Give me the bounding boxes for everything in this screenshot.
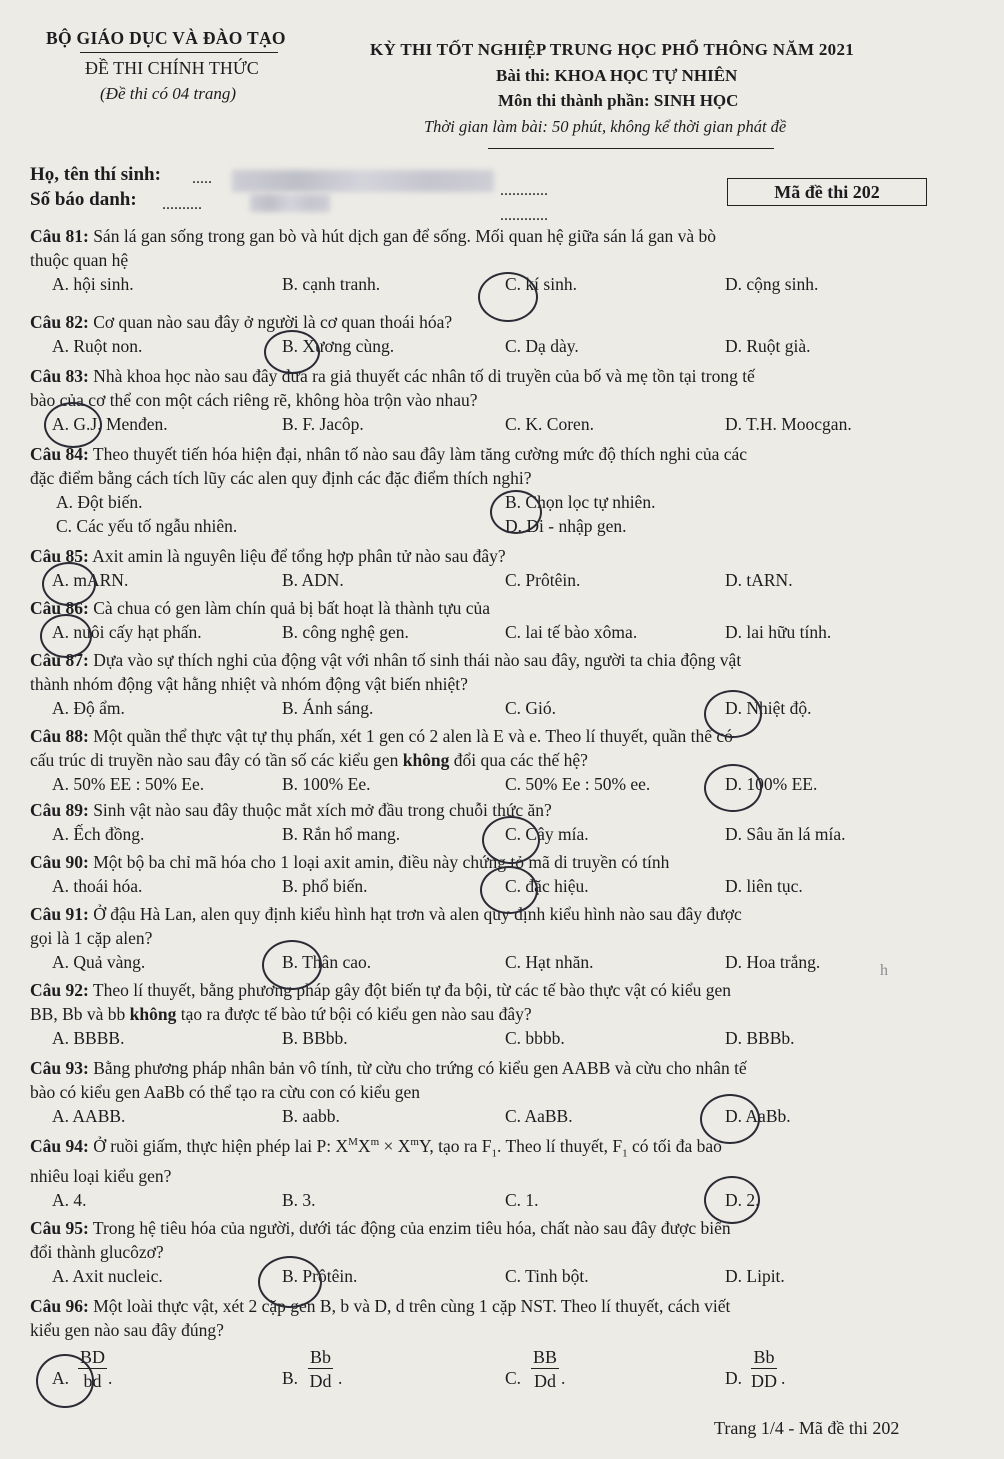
question-95-option-c: C. Tinh bột. bbox=[505, 1266, 589, 1286]
question-88-option-d: D. 100% EE. bbox=[725, 774, 818, 794]
genotype-numerator: BD bbox=[80, 1347, 106, 1367]
question-91-line-1 bbox=[30, 904, 742, 925]
question-83-label: Câu 83: bbox=[30, 366, 89, 386]
question-92-text-2b: tạo ra được tế bào tứ bội có kiểu gen nào sau đây? bbox=[176, 1004, 532, 1024]
question-95-text-1: Trong hệ tiêu hóa của người, dưới tác động của enzim tiêu hóa, chất nào sau đây được biến bbox=[92, 1218, 731, 1238]
question-94-option-b: B. 3. bbox=[282, 1190, 316, 1210]
question-94-option-c: C. 1. bbox=[505, 1190, 539, 1210]
question-87-option-c: C. Gió. bbox=[505, 698, 557, 718]
answer-mark-91 bbox=[262, 940, 322, 990]
question-96-option-c-genotype bbox=[531, 1346, 559, 1393]
question-90-option-a: A. thoái hóa. bbox=[52, 876, 143, 896]
question-94-text-b: X bbox=[357, 1136, 371, 1156]
candidate-name-label: Họ, tên thí sinh: bbox=[30, 164, 161, 185]
question-91-option-d: D. Hoa trắng. bbox=[725, 952, 821, 972]
question-87-option-b: B. Ánh sáng. bbox=[282, 698, 374, 718]
official-label: ĐỀ THI CHÍNH THỨC bbox=[85, 58, 259, 78]
question-93-option-c: C. AaBB. bbox=[505, 1106, 573, 1126]
question-84-option-c: C. Các yếu tố ngẫu nhiên. bbox=[56, 516, 238, 536]
question-95-option-a: A. Axit nucleic. bbox=[52, 1266, 163, 1286]
answer-mark-81 bbox=[478, 272, 538, 322]
question-90-option-d: D. liên tục. bbox=[725, 876, 803, 896]
question-84-label: Câu 84: bbox=[30, 444, 89, 464]
question-89-option-a: A. Ếch đồng. bbox=[52, 824, 145, 844]
question-85-option-a: A. mARN. bbox=[52, 570, 129, 590]
answer-mark-93 bbox=[700, 1094, 760, 1144]
question-92-option-d: D. BBBb. bbox=[725, 1028, 795, 1048]
question-81-option-d: D. cộng sinh. bbox=[725, 274, 819, 294]
question-96-option-b-genotype bbox=[308, 1346, 333, 1393]
question-94-sup2: m bbox=[370, 1136, 380, 1149]
question-89-option-d: D. Sâu ăn lá mía. bbox=[725, 824, 846, 844]
genotype-period: . bbox=[781, 1368, 786, 1388]
question-90-option-c: C. đặc hiệu. bbox=[505, 876, 589, 896]
question-86-option-c: C. lai tế bào xôma. bbox=[505, 622, 638, 642]
question-82-option-a: A. Ruột non. bbox=[52, 336, 143, 356]
question-91-option-a: A. Quả vàng. bbox=[52, 952, 146, 972]
question-96-option-c-letter: C. bbox=[505, 1368, 522, 1388]
question-95-line-2: đổi thành glucôzơ? bbox=[30, 1242, 164, 1262]
question-94-text-d: Y, tạo ra F bbox=[418, 1136, 492, 1156]
question-82-option-b: B. Xương cùng. bbox=[282, 336, 395, 356]
dots-right-1: ............ bbox=[500, 182, 548, 199]
question-94-line-1 bbox=[30, 1136, 722, 1160]
question-89-label: Câu 89: bbox=[30, 800, 89, 820]
question-92-text-1: Theo lí thuyết, bằng phương pháp gây đột biến tự đa bội, từ các tế bào thực vật có kiểu gen bbox=[92, 980, 732, 1000]
question-94-line-2: nhiêu loại kiểu gen? bbox=[30, 1166, 172, 1186]
question-87-label: Câu 87: bbox=[30, 650, 89, 670]
question-85-option-b: B. ADN. bbox=[282, 570, 344, 590]
answer-mark-94 bbox=[704, 1176, 760, 1224]
question-94-option-a: A. 4. bbox=[52, 1190, 87, 1210]
question-84-line-2: đặc điểm bằng cách tích lũy các alen quy định các đặc điểm thích nghi? bbox=[30, 468, 532, 488]
header-underline bbox=[488, 148, 774, 149]
question-86-option-a: A. nuôi cấy hạt phấn. bbox=[52, 622, 202, 642]
answer-mark-86 bbox=[40, 614, 92, 658]
ministry-underline bbox=[80, 52, 278, 53]
answer-mark-88 bbox=[704, 764, 762, 812]
candidate-name-dots: ..... bbox=[192, 170, 212, 187]
question-88-text-2b: đổi qua các thế hệ? bbox=[449, 750, 588, 770]
question-81-line-1 bbox=[30, 226, 716, 247]
candidate-id-label: Số báo danh: bbox=[30, 189, 137, 210]
exam-code-box: Mã đề thi 202 bbox=[727, 178, 927, 206]
question-83-option-d: D. T.H. Moocgan. bbox=[725, 414, 852, 434]
question-83-option-a: A. G.J. Menđen. bbox=[52, 414, 168, 434]
question-83-line-2: bào của cơ thể con một cách riêng rẽ, không hòa trộn vào nhau? bbox=[30, 390, 478, 410]
question-95-option-d: D. Lipit. bbox=[725, 1266, 785, 1286]
question-83-line-1 bbox=[30, 366, 755, 387]
question-94-text-e: . Theo lí thuyết, F bbox=[497, 1136, 623, 1156]
answer-mark-85 bbox=[42, 562, 96, 606]
question-96-line-2: kiểu gen nào sau đây đúng? bbox=[30, 1320, 224, 1340]
question-90-option-b: B. phổ biến. bbox=[282, 876, 368, 896]
genotype-numerator: BB bbox=[533, 1347, 558, 1367]
answer-mark-96 bbox=[36, 1354, 94, 1408]
question-82-text-1: Cơ quan nào sau đây ở người là cơ quan thoái hóa? bbox=[93, 312, 453, 332]
question-82-option-d: D. Ruột già. bbox=[725, 336, 811, 356]
genotype-numerator: Bb bbox=[310, 1347, 332, 1367]
answer-mark-83 bbox=[44, 402, 102, 448]
question-91-option-c: C. Hạt nhăn. bbox=[505, 952, 594, 972]
question-83-option-c: C. K. Coren. bbox=[505, 414, 594, 434]
question-94-label: Câu 94: bbox=[30, 1136, 89, 1156]
question-96-text-1: Một loài thực vật, xét 2 cặp gen B, b và D, d trên cùng 1 cặp NST. Theo lí thuyết, cách viết bbox=[93, 1296, 731, 1316]
answer-mark-87 bbox=[704, 690, 762, 738]
question-88-option-a: A. 50% EE : 50% Ee. bbox=[52, 774, 205, 794]
question-84-line-1 bbox=[30, 444, 747, 465]
question-81-label: Câu 81: bbox=[30, 226, 89, 246]
question-84-option-b: B. Chọn lọc tự nhiên. bbox=[505, 492, 656, 512]
question-94-option-d: D. 2. bbox=[725, 1190, 760, 1210]
answer-mark-95 bbox=[258, 1256, 322, 1308]
question-82-label: Câu 82: bbox=[30, 312, 89, 332]
question-89-option-b: B. Rắn hổ mang. bbox=[282, 824, 401, 844]
question-96-option-b-letter: B. bbox=[282, 1368, 299, 1388]
question-85-line-1 bbox=[30, 546, 506, 567]
question-89-text-1: Sinh vật nào sau đây thuộc mắt xích mở đầu trong chuỗi thức ăn? bbox=[93, 800, 552, 820]
genotype-period: . bbox=[561, 1368, 566, 1388]
question-92-negation: không bbox=[129, 1004, 177, 1024]
question-91-label: Câu 91: bbox=[30, 904, 89, 924]
question-86-label: Câu 86: bbox=[30, 598, 89, 618]
candidate-id-dots: .......... bbox=[162, 196, 202, 213]
genotype-denominator: Dd bbox=[534, 1371, 556, 1391]
pages-note: (Đề thi có 04 trang) bbox=[100, 84, 236, 103]
question-91-line-2: gọi là 1 cặp alen? bbox=[30, 928, 153, 948]
exam-name: Bài thi: KHOA HỌC TỰ NHIÊN bbox=[496, 66, 738, 85]
question-85-label: Câu 85: bbox=[30, 546, 89, 566]
question-81-option-b: B. cạnh tranh. bbox=[282, 274, 381, 294]
redacted-id bbox=[250, 194, 330, 212]
question-88-text-2a: cấu trúc di truyền nào sau đây có tần số các kiểu gen bbox=[30, 750, 403, 770]
question-81-option-c: C. kí sinh. bbox=[505, 274, 577, 294]
question-86-option-b: B. công nghệ gen. bbox=[282, 622, 409, 642]
genotype-denominator: Dd bbox=[309, 1371, 332, 1391]
question-95-option-b: B. Prôtêin. bbox=[282, 1266, 358, 1286]
genotype-period: . bbox=[108, 1368, 113, 1388]
question-81-text-1: Sán lá gan sống trong gan bò và hút dịch gan để sống. Mối quan hệ giữa sán lá gan và bò bbox=[93, 226, 717, 246]
question-92-option-c: C. bbbb. bbox=[505, 1028, 565, 1048]
question-93-line-2: bào có kiểu gen AaBb có thể tạo ra cừu con có kiểu gen bbox=[30, 1082, 420, 1102]
question-86-line-1 bbox=[30, 598, 490, 619]
question-86-text-1: Cà chua có gen làm chín quả bị bất hoạt là thành tựu của bbox=[93, 598, 490, 618]
question-92-line-1 bbox=[30, 980, 731, 1001]
question-94-sub1: 1 bbox=[491, 1147, 498, 1160]
question-96-option-d-genotype bbox=[751, 1346, 777, 1393]
question-85-option-c: C. Prôtêin. bbox=[505, 570, 581, 590]
question-81-line-2: thuộc quan hệ bbox=[30, 250, 129, 270]
genotype-denominator: bd bbox=[83, 1371, 102, 1391]
question-92-line-2 bbox=[30, 1004, 532, 1025]
question-96-line-1 bbox=[30, 1296, 730, 1317]
answer-mark-82 bbox=[264, 330, 320, 374]
question-88-line-1 bbox=[30, 726, 733, 747]
question-93-option-a: A. AABB. bbox=[52, 1106, 126, 1126]
question-91-text-1: Ở đậu Hà Lan, alen quy định kiểu hình hạt trơn và alen quy định kiểu hình nào sau đây được bbox=[93, 904, 742, 924]
question-84-option-a: A. Đột biến. bbox=[56, 492, 143, 512]
time-note: Thời gian làm bài: 50 phút, không kể thời gian phát đề bbox=[424, 117, 787, 136]
question-87-option-a: A. Độ ẩm. bbox=[52, 698, 125, 718]
question-87-option-d: D. Nhiệt độ. bbox=[725, 698, 812, 718]
question-96-option-a-letter: A. bbox=[52, 1368, 70, 1388]
question-85-option-d: D. tARN. bbox=[725, 570, 793, 590]
answer-mark-89 bbox=[482, 816, 540, 864]
question-94-text-a: Ở ruồi giấm, thực hiện phép lai P: X bbox=[93, 1136, 349, 1156]
question-96-label: Câu 96: bbox=[30, 1296, 89, 1316]
genotype-denominator: DD bbox=[751, 1371, 777, 1391]
question-94-sup3: m bbox=[410, 1136, 419, 1149]
question-87-line-2: thành nhóm động vật hằng nhiệt và nhóm động vật biến nhiệt? bbox=[30, 674, 468, 694]
page-footer: Trang 1/4 - Mã đề thi 202 bbox=[714, 1418, 900, 1438]
question-90-label: Câu 90: bbox=[30, 852, 89, 872]
question-91-option-b: B. Thân cao. bbox=[282, 952, 372, 972]
stray-mark: h bbox=[880, 962, 888, 979]
question-94-text-c: × X bbox=[379, 1136, 411, 1156]
question-83-option-b: B. F. Jacôp. bbox=[282, 414, 364, 434]
genotype-period: . bbox=[338, 1368, 343, 1388]
question-84-text-1: Theo thuyết tiến hóa hiện đại, nhân tố nào sau đây làm tăng cường mức độ thích nghi của các bbox=[92, 444, 748, 464]
question-95-line-1 bbox=[30, 1218, 731, 1239]
exam-title: KỲ THI TỐT NGHIỆP TRUNG HỌC PHỔ THÔNG NĂM 2021 bbox=[370, 40, 855, 59]
question-93-option-d: D. AaBb. bbox=[725, 1106, 791, 1126]
question-88-negation: không bbox=[402, 750, 450, 770]
question-92-text-2a: BB, Bb và bb bbox=[30, 1004, 130, 1024]
question-87-text-1: Dựa vào sự thích nghi của động vật với nhân tố sinh thái nào sau đây, người ta chia động vật bbox=[93, 650, 742, 670]
dots-right-2: ............ bbox=[500, 207, 548, 224]
question-94-sub2: 1 bbox=[622, 1147, 628, 1160]
question-84-option-d: D. Di - nhập gen. bbox=[505, 516, 627, 536]
question-88-option-b: B. 100% Ee. bbox=[282, 774, 371, 794]
answer-mark-84 bbox=[490, 490, 542, 534]
ministry-name: BỘ GIÁO DỤC VÀ ĐÀO TẠO bbox=[46, 28, 286, 48]
question-87-line-1 bbox=[30, 650, 741, 671]
question-90-line-1 bbox=[30, 852, 669, 873]
question-94-text-f: có tối đa bao bbox=[627, 1136, 722, 1156]
question-85-text-1: Axit amin là nguyên liệu để tổng hợp phân tử nào sau đây? bbox=[92, 546, 506, 566]
question-88-option-c: C. 50% Ee : 50% ee. bbox=[505, 774, 651, 794]
question-81-option-a: A. hội sinh. bbox=[52, 274, 134, 294]
question-82-line-1 bbox=[30, 312, 452, 333]
question-82-option-c: C. Dạ dày. bbox=[505, 336, 579, 356]
question-90-text-1: Một bộ ba chỉ mã hóa cho 1 loại axit amin, điều này chứng tỏ mã di truyền có tính bbox=[93, 852, 670, 872]
question-96-option-d-letter: D. bbox=[725, 1368, 743, 1388]
answer-mark-90 bbox=[480, 866, 538, 914]
question-88-text-1: Một quần thể thực vật tự thụ phấn, xét 1 gen có 2 alen là E và e. Theo lí thuyết, quần thể có bbox=[93, 726, 733, 746]
question-89-line-1 bbox=[30, 800, 552, 821]
question-89-option-c: C. Cây mía. bbox=[505, 824, 589, 844]
question-92-option-b: B. BBbb. bbox=[282, 1028, 348, 1048]
question-92-option-a: A. BBBB. bbox=[52, 1028, 125, 1048]
question-92-label: Câu 92: bbox=[30, 980, 89, 1000]
redacted-name bbox=[232, 170, 494, 192]
question-88-label: Câu 88: bbox=[30, 726, 89, 746]
question-86-option-d: D. lai hữu tính. bbox=[725, 622, 832, 642]
genotype-numerator: Bb bbox=[751, 1346, 777, 1369]
question-93-label: Câu 93: bbox=[30, 1058, 89, 1078]
question-88-line-2 bbox=[30, 750, 588, 771]
question-94-sup1: M bbox=[348, 1136, 358, 1149]
question-95-label: Câu 95: bbox=[30, 1218, 89, 1238]
question-83-text-1: Nhà khoa học nào sau đây đưa ra giả thuyết các nhân tố di truyền của bố và mẹ tồn tại trong tế bbox=[93, 366, 755, 386]
question-93-line-1 bbox=[30, 1058, 747, 1079]
question-93-text-1: Bằng phương pháp nhân bản vô tính, từ cừu cho trứng có kiểu gen AABB và cừu cho nhân tế bbox=[93, 1058, 747, 1078]
question-93-option-b: B. aabb. bbox=[282, 1106, 340, 1126]
subject-name: Môn thi thành phần: SINH HỌC bbox=[498, 91, 739, 110]
